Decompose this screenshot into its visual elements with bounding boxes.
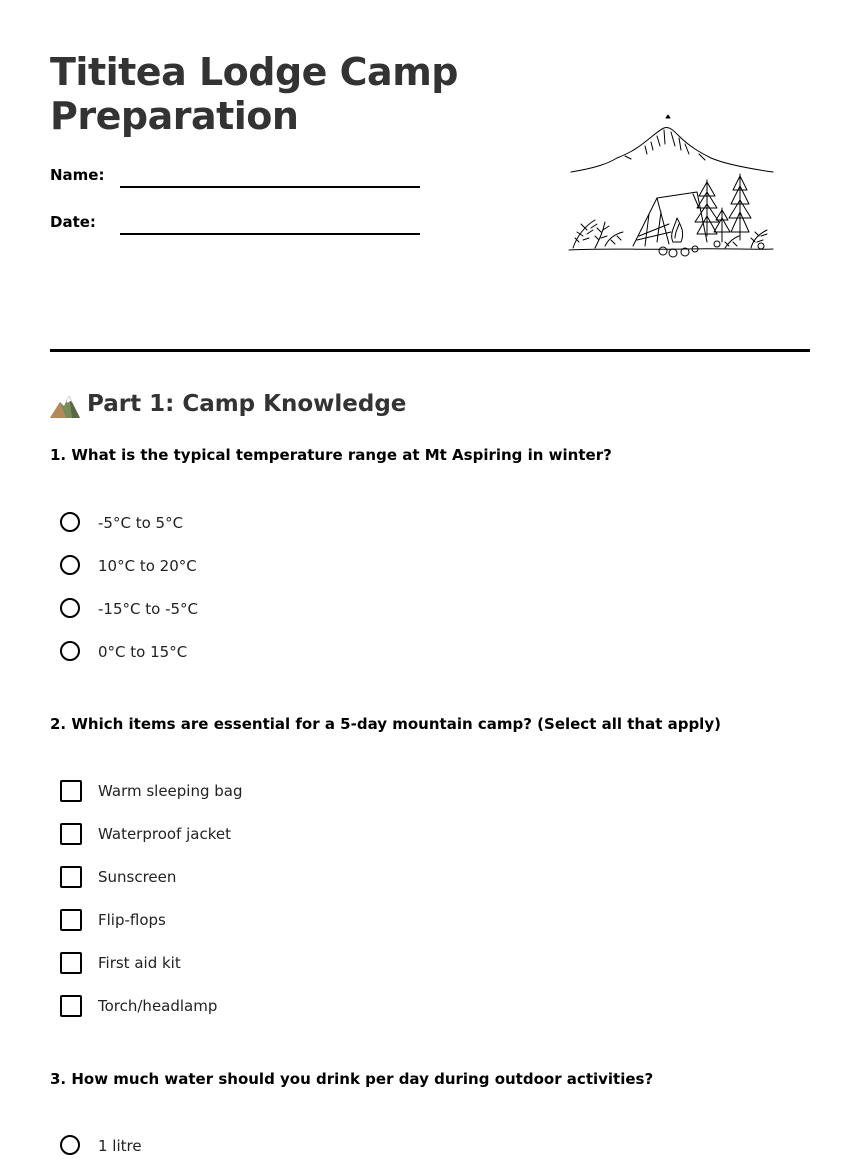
q2-option-3[interactable] xyxy=(60,865,660,891)
checkbox[interactable] xyxy=(60,952,82,974)
mountain-icon xyxy=(50,394,80,418)
q2-option-2[interactable] xyxy=(60,822,660,848)
checkbox[interactable] xyxy=(60,866,82,888)
option-label: -15°C to -5°C xyxy=(98,600,198,618)
q1-option-3[interactable] xyxy=(60,597,660,623)
option-label: Flip-flops xyxy=(98,911,166,929)
option-label: 10°C to 20°C xyxy=(98,557,197,575)
checkbox[interactable] xyxy=(60,823,82,845)
radio-button[interactable] xyxy=(60,598,80,618)
option-label: Warm sleeping bag xyxy=(98,782,243,800)
q1-option-1[interactable] xyxy=(60,511,660,537)
name-label: Name: xyxy=(50,166,105,184)
radio-button[interactable] xyxy=(60,1135,80,1155)
q2-option-6[interactable] xyxy=(60,994,660,1020)
question-2-text: 2. Which items are essential for a 5-day mountain camp? (Select all that apply) xyxy=(50,715,721,733)
date-field[interactable] xyxy=(50,213,422,243)
date-input-line[interactable] xyxy=(120,233,420,235)
option-label: Waterproof jacket xyxy=(98,825,231,843)
name-field[interactable] xyxy=(50,166,422,196)
radio-button[interactable] xyxy=(60,555,80,575)
question-3-text: 3. How much water should you drink per day during outdoor activities? xyxy=(50,1070,654,1088)
page-title: Tititea Lodge Camp Preparation xyxy=(50,50,458,138)
q1-option-4[interactable] xyxy=(60,640,660,666)
section-divider xyxy=(50,349,810,352)
q2-option-4[interactable] xyxy=(60,908,660,934)
checkbox[interactable] xyxy=(60,909,82,931)
option-label: -5°C to 5°C xyxy=(98,514,184,532)
checkbox[interactable] xyxy=(60,995,82,1017)
camp-illustration xyxy=(565,112,777,260)
radio-button[interactable] xyxy=(60,641,80,661)
checkbox[interactable] xyxy=(60,780,82,802)
option-label: 1 litre xyxy=(98,1137,142,1155)
question-1-text: 1. What is the typical temperature range at Mt Aspiring in winter? xyxy=(50,446,612,464)
radio-button[interactable] xyxy=(60,512,80,532)
option-label: 0°C to 15°C xyxy=(98,643,188,661)
q3-option-1[interactable] xyxy=(60,1134,660,1160)
date-label: Date: xyxy=(50,213,96,231)
option-label: Torch/headlamp xyxy=(98,997,218,1015)
q1-option-2[interactable] xyxy=(60,554,660,580)
q2-option-1[interactable] xyxy=(60,779,660,805)
name-input-line[interactable] xyxy=(120,186,420,188)
option-label: Sunscreen xyxy=(98,868,177,886)
part1-title: Part 1: Camp Knowledge xyxy=(87,391,407,417)
option-label: First aid kit xyxy=(98,954,181,972)
q2-option-5[interactable] xyxy=(60,951,660,977)
